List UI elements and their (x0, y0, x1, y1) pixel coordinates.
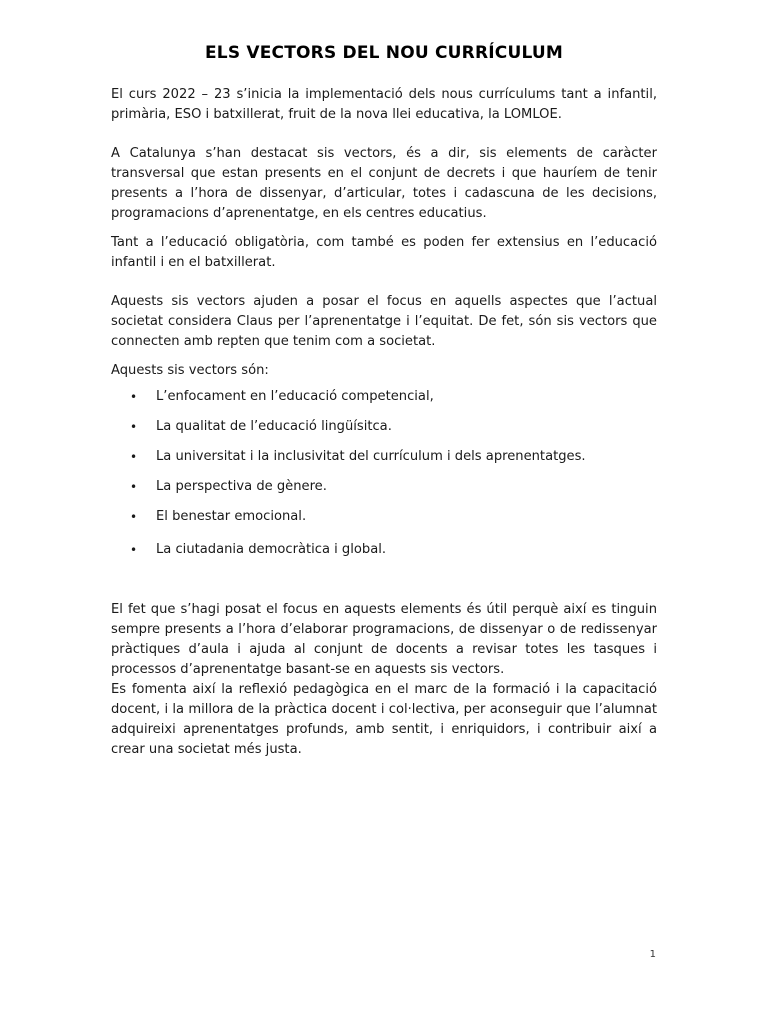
bullet-icon: • (130, 450, 138, 464)
vector-label: L’enfocament en l’educació competencial, (156, 389, 434, 404)
vector-label: El benestar emocional. (156, 509, 307, 524)
document-title: ELS VECTORS DEL NOU CURRÍCULUM (204, 43, 564, 63)
vector-label: La qualitat de l’educació lingüísitca. (156, 419, 392, 434)
reflection-paragraph: Es fomenta així la reflexió pedagògica en el marc de la formació i la capacitació docent, i la millora de la pràctica docent i col·lectiva, per aconseguir que l’alumnat adquireixi aprenentatges profunds, amb sentit, i enriquidors, i contribuir així a crear una societat més justa. (111, 682, 657, 757)
page-number: 1 (649, 949, 656, 960)
vectors-list (111, 387, 657, 570)
bullet-icon: • (130, 510, 138, 524)
vectors-definition-paragraph: A Catalunya s’han destacat sis vectors, és a dir, sis elements de caràcter transversal que estan presents en el conjunt de decrets i que hauríem de tenir presents a l’hora de dissenyar, d’articular, totes i cadascuna de les decisions, programacions d’aprenentatge, en els centres educatius. (111, 146, 657, 221)
bullet-icon: • (130, 543, 138, 557)
vector-label: La ciutadania democràtica i global. (156, 542, 387, 557)
bullet-icon: • (130, 390, 138, 404)
list-item (111, 507, 657, 537)
list-item (111, 387, 657, 417)
vector-label: La universitat i la inclusivitat del currículum i dels aprenentatges. (156, 449, 586, 464)
list-item (111, 417, 657, 447)
vectors-intro: Aquests sis vectors són: (111, 363, 269, 378)
usefulness-paragraph: El fet que s’hagi posat el focus en aquests elements és útil perquè així es tinguin sempre presents a l’hora d’elaborar programacions, de dissenyar o de redissenyar pràctiques d’aula i ajuda al conjunt de docents a revisar totes les tasques i processos d’aprenentatge basant-se en aquests sis vectors. (111, 602, 657, 677)
focus-paragraph: Aquests sis vectors ajuden a posar el focus en aquells aspectes que l’actual societat considera Claus per l’aprenentatge i l’equitat. De fet, són sis vectors que connecten amb repten que tenim com a societat. (111, 294, 657, 349)
bullet-icon: • (130, 480, 138, 494)
document-body (111, 85, 657, 760)
list-item (111, 447, 657, 477)
vector-label: La perspectiva de gènere. (156, 479, 327, 494)
list-item (111, 477, 657, 507)
bullet-icon: • (130, 420, 138, 434)
list-item (111, 540, 657, 570)
intro-paragraph: El curs 2022 – 23 s’inicia la implementació dels nous currículums tant a infantil, primària, ESO i batxillerat, fruit de la nova llei educativa, la LOMLOE. (111, 87, 657, 122)
scope-paragraph: Tant a l’educació obligatòria, com també es poden fer extensius en l’educació infantil i en el batxillerat. (111, 235, 657, 270)
